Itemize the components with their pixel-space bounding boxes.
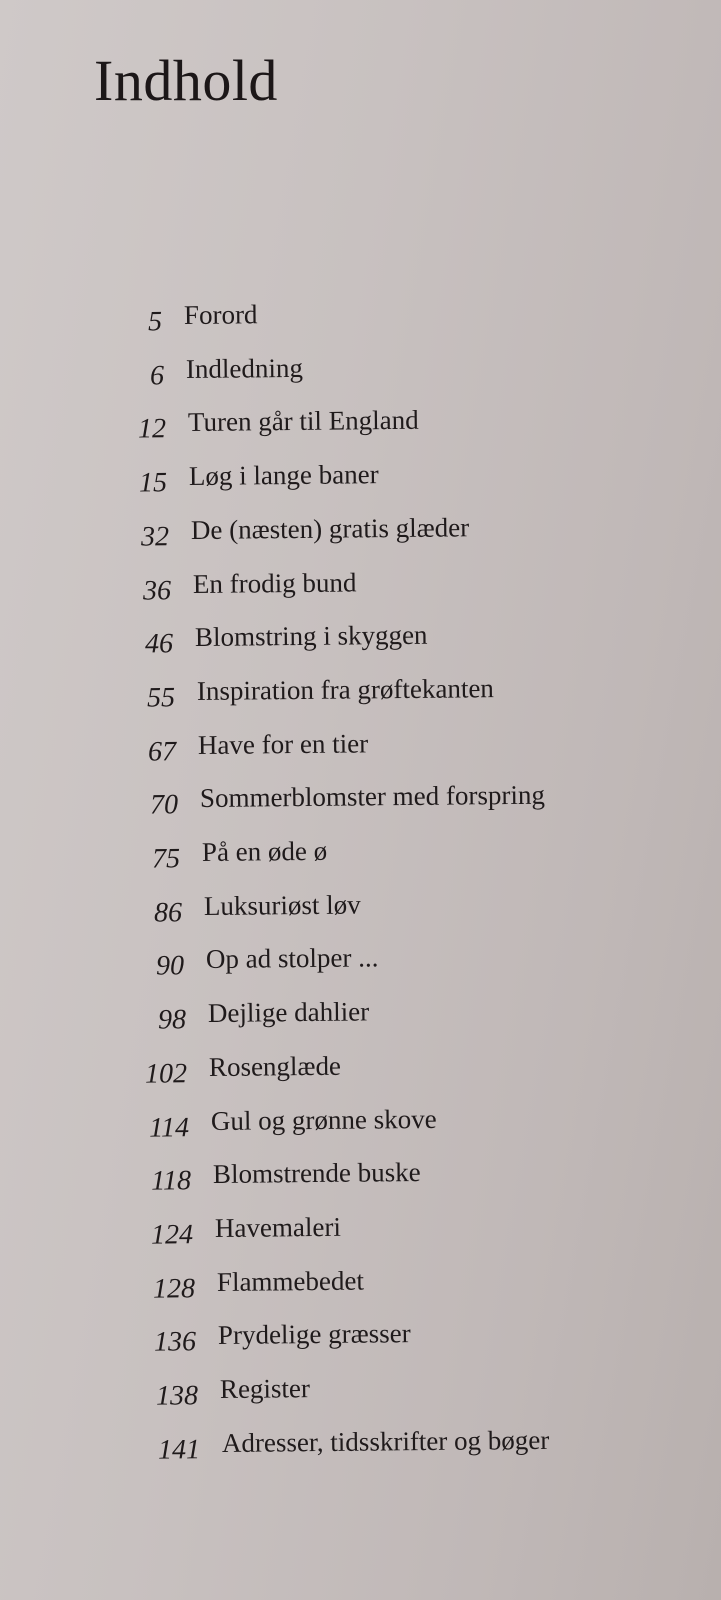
page-title: Indhold bbox=[94, 48, 278, 113]
toc-entry-title: Adresser, tidsskrifter og bøger bbox=[221, 1424, 550, 1458]
toc-page-number: 128 bbox=[152, 1272, 195, 1305]
toc-page-number: 12 bbox=[137, 413, 166, 445]
toc-page-number: 124 bbox=[150, 1219, 193, 1251]
toc-entry-title: De (næsten) gratis glæder bbox=[191, 512, 470, 545]
toc-page-number: 136 bbox=[154, 1326, 197, 1358]
toc-entry-title: Op ad stolper ... bbox=[205, 942, 379, 975]
toc-page-number: 90 bbox=[155, 950, 184, 982]
toc-page-number: 141 bbox=[157, 1433, 201, 1466]
toc-entry-title: Løg i lange baner bbox=[189, 459, 380, 492]
toc-page-number: 114 bbox=[149, 1111, 190, 1144]
toc-page-number: 98 bbox=[157, 1004, 186, 1036]
toc-entry-title: Register bbox=[220, 1373, 311, 1404]
toc-page-number: 118 bbox=[150, 1165, 192, 1197]
toc-entry-title: Flammebedet bbox=[216, 1265, 364, 1297]
toc-page-number: 5 bbox=[147, 306, 163, 338]
toc-entry-title: Inspiration fra grøftekanten bbox=[196, 673, 494, 706]
toc-entry-title: Havemaleri bbox=[214, 1211, 341, 1243]
toc-entry-title: Prydelige græsser bbox=[218, 1318, 412, 1351]
toc-page-number: 55 bbox=[146, 682, 175, 714]
toc-entry-title: Indledning bbox=[185, 352, 303, 384]
toc-entry-title: Blomstring i skyggen bbox=[194, 619, 428, 653]
toc-page-number: 6 bbox=[149, 359, 164, 392]
toc-entry-title: Sommerblomster med forspring bbox=[200, 779, 546, 814]
toc-page-number: 70 bbox=[150, 789, 179, 821]
toc-entry-title: Luksuriøst løv bbox=[203, 889, 361, 921]
toc-entry-title: På en øde ø bbox=[201, 835, 328, 867]
toc-page-number: 36 bbox=[142, 574, 172, 606]
toc-page-number: 32 bbox=[141, 521, 170, 553]
toc-page-number: 46 bbox=[144, 628, 174, 660]
toc-entry-title: Dejlige dahlier bbox=[207, 996, 369, 1029]
toc-page-number: 67 bbox=[148, 735, 177, 768]
toc-entry-title: Blomstrende buske bbox=[212, 1157, 421, 1190]
toc-page-number: 75 bbox=[151, 843, 181, 875]
toc-page-number: 15 bbox=[139, 467, 168, 499]
toc-entry-title: Rosenglæde bbox=[209, 1050, 342, 1082]
toc-entry-title: En frodig bund bbox=[192, 566, 357, 599]
toc-entry-title: Gul og grønne skove bbox=[210, 1103, 437, 1136]
toc-entry-title: Have for en tier bbox=[198, 727, 369, 760]
toc-page-number: 86 bbox=[153, 896, 183, 929]
toc-entry-title: Forord bbox=[183, 299, 258, 330]
toc-page-number: 138 bbox=[156, 1380, 199, 1412]
toc-page-number: 102 bbox=[145, 1058, 188, 1090]
toc-entry-title: Turen går til England bbox=[187, 405, 419, 438]
